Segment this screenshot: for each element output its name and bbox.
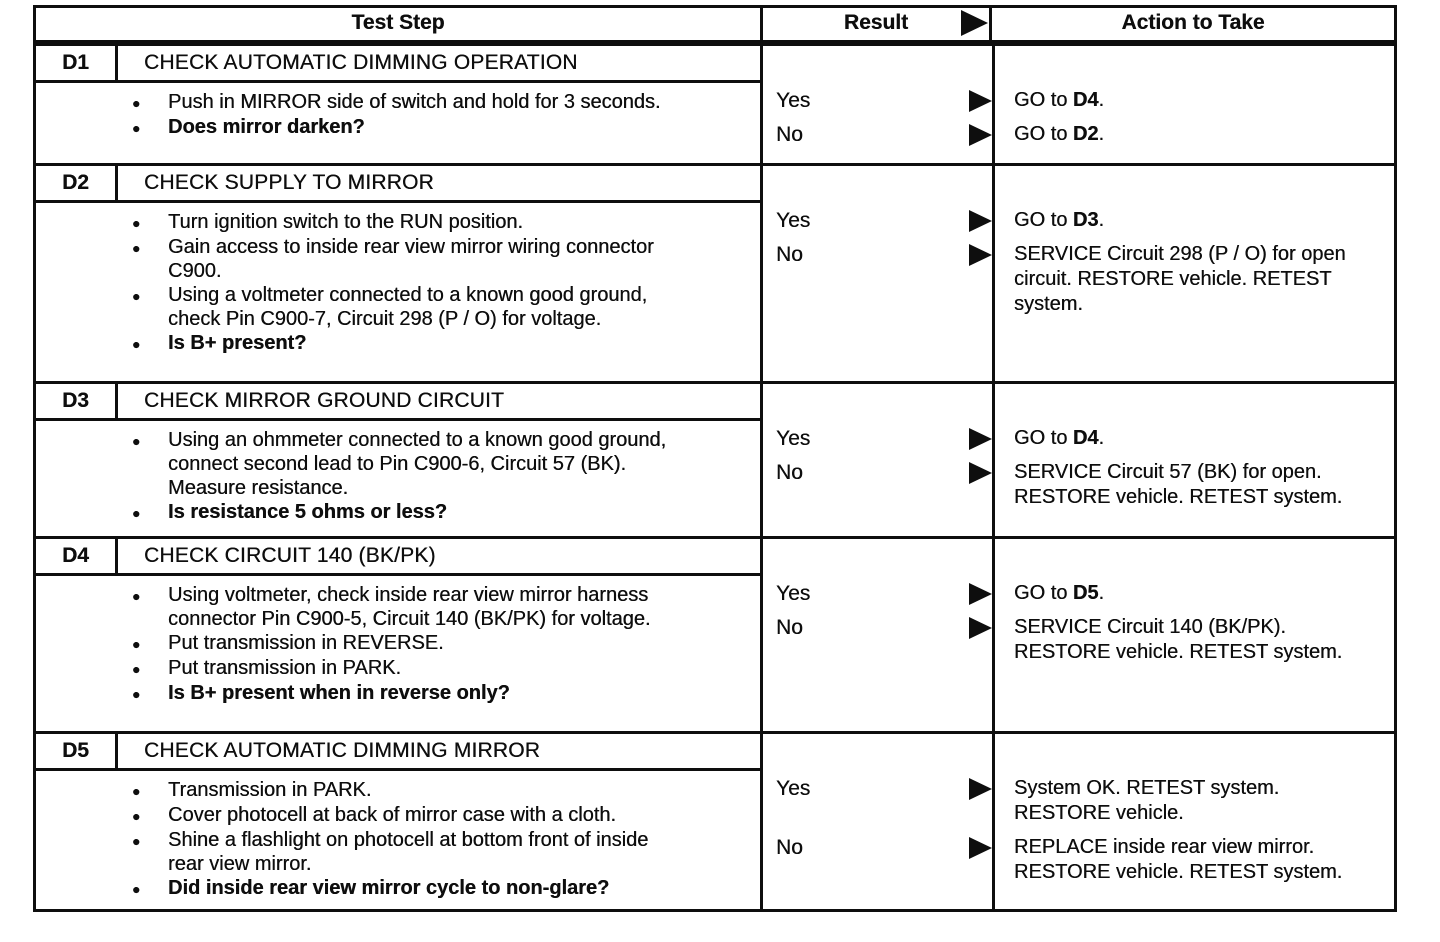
step-title-row — [36, 384, 760, 421]
step-item — [132, 803, 744, 828]
result-action-cell — [763, 46, 1394, 163]
action-pre: SERVICE Circuit 57 (BK) for open. RESTORE vehicle. RETEST system. — [1014, 461, 1343, 508]
action-text — [992, 460, 1359, 510]
step-text: Did inside rear view mirror cycle to non-glare? — [168, 877, 610, 899]
result-cell — [763, 460, 992, 485]
result-action-cell — [763, 384, 1394, 536]
header-result — [763, 8, 992, 40]
step-text: Is resistance 5 ohms or less? — [168, 501, 448, 523]
result-value: Yes — [776, 209, 811, 232]
step-text: Is B+ present when in reverse only? — [168, 682, 510, 704]
step-item — [132, 778, 744, 803]
bullet-icon — [132, 803, 168, 828]
result-cell — [763, 615, 992, 640]
step-item — [132, 681, 744, 706]
step-text: Using voltmeter, check inside rear view mirror harness connector Pin C900-5, Circuit 140 (BK/PK) for voltage. — [168, 584, 651, 630]
action-text — [992, 615, 1359, 665]
table-header-row — [36, 8, 1394, 43]
step-item — [132, 583, 744, 631]
step-title: CHECK MIRROR GROUND CIRCUIT — [144, 389, 505, 412]
result-cell — [763, 242, 992, 267]
action-text — [992, 122, 1104, 147]
header-action-to-take: Action to Take — [1121, 11, 1265, 34]
step-title-row — [36, 539, 760, 576]
step-item — [132, 331, 744, 356]
step-list — [36, 83, 760, 140]
action-pre: GO to — [1014, 427, 1073, 449]
test-step-cell — [36, 166, 763, 381]
step-title: CHECK AUTOMATIC DIMMING MIRROR — [144, 739, 541, 762]
step-id-badge: D5 — [36, 734, 118, 768]
action-post: . — [1098, 89, 1105, 111]
result-value: No — [776, 836, 803, 859]
step-text: Cover photocell at back of mirror case with a cloth. — [168, 804, 616, 826]
action-pre: SERVICE Circuit 140 (BK/PK). RESTORE vehicle. RETEST system. — [1014, 616, 1343, 663]
outcome-row — [763, 242, 1394, 317]
header-test-step: Test Step — [36, 8, 763, 40]
outcome-row — [763, 615, 1394, 665]
bullet-icon — [132, 115, 168, 140]
result-arrow-icon — [969, 244, 992, 266]
result-cell — [763, 835, 992, 860]
step-id-badge: D4 — [36, 539, 118, 573]
result-arrow-icon — [969, 583, 992, 605]
result-value: No — [776, 616, 803, 639]
bullet-icon — [132, 631, 168, 656]
action-ref: D4 — [1072, 89, 1099, 111]
test-step-d4 — [36, 536, 1394, 731]
action-text — [992, 426, 1104, 451]
step-text: Using a voltmeter connected to a known good ground, check Pin C900-7, Circuit 298 (P / O) for voltage. — [168, 284, 648, 330]
step-id-badge: D2 — [36, 166, 118, 200]
action-ref: D5 — [1072, 582, 1099, 604]
outcome-row — [763, 88, 1394, 113]
bullet-icon — [132, 656, 168, 681]
outcome-row — [763, 208, 1394, 233]
step-item — [132, 631, 744, 656]
bullet-icon — [132, 681, 168, 706]
test-step-cell — [36, 734, 763, 909]
step-item — [132, 210, 744, 235]
test-step-d2 — [36, 163, 1394, 381]
test-step-cell — [36, 384, 763, 536]
step-text: Is B+ present? — [168, 332, 307, 354]
result-cell — [763, 776, 992, 801]
pinpoint-test-table — [33, 5, 1397, 912]
test-step-d3 — [36, 381, 1394, 536]
step-text: Does mirror darken? — [168, 116, 365, 138]
result-arrow-icon — [969, 617, 992, 639]
action-pre: REPLACE inside rear view mirror. RESTORE vehicle. RETEST system. — [1014, 836, 1343, 883]
action-pre: GO to — [1014, 89, 1073, 111]
outcome-row — [763, 460, 1394, 510]
step-item — [132, 115, 744, 140]
bullet-icon — [132, 90, 168, 115]
step-text: Transmission in PARK. — [168, 779, 372, 801]
action-ref: D4 — [1072, 427, 1099, 449]
result-action-cell — [763, 539, 1394, 731]
step-list — [36, 771, 760, 901]
action-post: . — [1098, 123, 1105, 145]
result-cell — [763, 208, 992, 233]
test-step-d5 — [36, 731, 1394, 909]
result-value: No — [776, 123, 803, 146]
step-item — [132, 428, 744, 500]
action-pre: GO to — [1014, 582, 1073, 604]
step-item — [132, 500, 744, 525]
result-arrow-icon — [969, 778, 992, 800]
result-arrow-icon — [969, 124, 992, 146]
bullet-icon — [132, 428, 168, 500]
bullet-icon — [132, 876, 168, 901]
action-pre: System OK. RETEST system. RESTORE vehicle. — [1014, 777, 1280, 824]
result-arrow-icon — [969, 90, 992, 112]
step-title: CHECK CIRCUIT 140 (BK/PK) — [144, 544, 436, 567]
action-text — [992, 776, 1359, 826]
step-item — [132, 656, 744, 681]
result-value: Yes — [776, 777, 811, 800]
bullet-icon — [132, 500, 168, 525]
step-list — [36, 421, 760, 525]
action-text — [992, 88, 1104, 113]
result-arrow-icon — [969, 462, 992, 484]
step-text: Turn ignition switch to the RUN position. — [168, 211, 523, 233]
action-ref: D2 — [1072, 123, 1099, 145]
bullet-icon — [132, 331, 168, 356]
action-pre: SERVICE Circuit 298 (P / O) for open circuit. RESTORE vehicle. RETEST system. — [1014, 243, 1346, 315]
bullet-icon — [132, 828, 168, 876]
step-list — [36, 203, 760, 356]
result-cell — [763, 581, 992, 606]
result-value: Yes — [776, 582, 811, 605]
step-id-badge: D3 — [36, 384, 118, 418]
step-title-row — [36, 166, 760, 203]
step-title: CHECK AUTOMATIC DIMMING OPERATION — [144, 51, 578, 74]
result-arrow-icon — [961, 10, 988, 36]
step-title-row — [36, 734, 760, 771]
step-text: Gain access to inside rear view mirror wiring connector C900. — [168, 236, 654, 282]
test-step-d1 — [36, 43, 1394, 163]
step-item — [132, 876, 744, 901]
outcome-row — [763, 426, 1394, 451]
bullet-icon — [132, 583, 168, 631]
step-id-badge: D1 — [36, 46, 118, 80]
step-list — [36, 576, 760, 706]
outcome-row — [763, 835, 1394, 885]
step-text: Shine a flashlight on photocell at bottom front of inside rear view mirror. — [168, 829, 649, 875]
action-text — [992, 835, 1359, 885]
result-cell — [763, 88, 992, 113]
action-ref: D3 — [1072, 209, 1099, 231]
action-post: . — [1098, 427, 1105, 449]
result-arrow-icon — [969, 837, 992, 859]
header-result-label: Result — [843, 11, 909, 34]
action-text — [992, 242, 1359, 317]
result-value: Yes — [776, 89, 811, 112]
step-item — [132, 283, 744, 331]
step-item — [132, 828, 744, 876]
outcome-row — [763, 776, 1394, 826]
result-cell — [763, 426, 992, 451]
step-text: Put transmission in REVERSE. — [168, 632, 444, 654]
outcome-row — [763, 122, 1394, 147]
action-text — [992, 581, 1104, 606]
result-value: Yes — [776, 427, 811, 450]
action-post: . — [1098, 582, 1105, 604]
action-post: . — [1098, 209, 1105, 231]
bullet-icon — [132, 778, 168, 803]
step-item — [132, 90, 744, 115]
step-text: Push in MIRROR side of switch and hold for 3 seconds. — [168, 91, 661, 113]
result-value: No — [776, 243, 803, 266]
outcome-row — [763, 581, 1394, 606]
step-text: Put transmission in PARK. — [168, 657, 402, 679]
test-step-cell — [36, 539, 763, 731]
step-text: Using an ohmmeter connected to a known good ground, connect second lead to Pin C900-6, Circuit 57 (BK). Measure resistance. — [168, 429, 667, 499]
action-text — [992, 208, 1104, 233]
result-arrow-icon — [969, 428, 992, 450]
result-value: No — [776, 461, 803, 484]
bullet-icon — [132, 235, 168, 283]
result-action-cell — [763, 166, 1394, 381]
action-pre: GO to — [1014, 123, 1073, 145]
step-title: CHECK SUPPLY TO MIRROR — [144, 171, 434, 194]
step-item — [132, 235, 744, 283]
action-pre: GO to — [1014, 209, 1073, 231]
result-cell — [763, 122, 992, 147]
test-step-cell — [36, 46, 763, 163]
bullet-icon — [132, 283, 168, 331]
step-title-row — [36, 46, 760, 83]
result-action-cell — [763, 734, 1394, 909]
result-arrow-icon — [969, 210, 992, 232]
bullet-icon — [132, 210, 168, 235]
